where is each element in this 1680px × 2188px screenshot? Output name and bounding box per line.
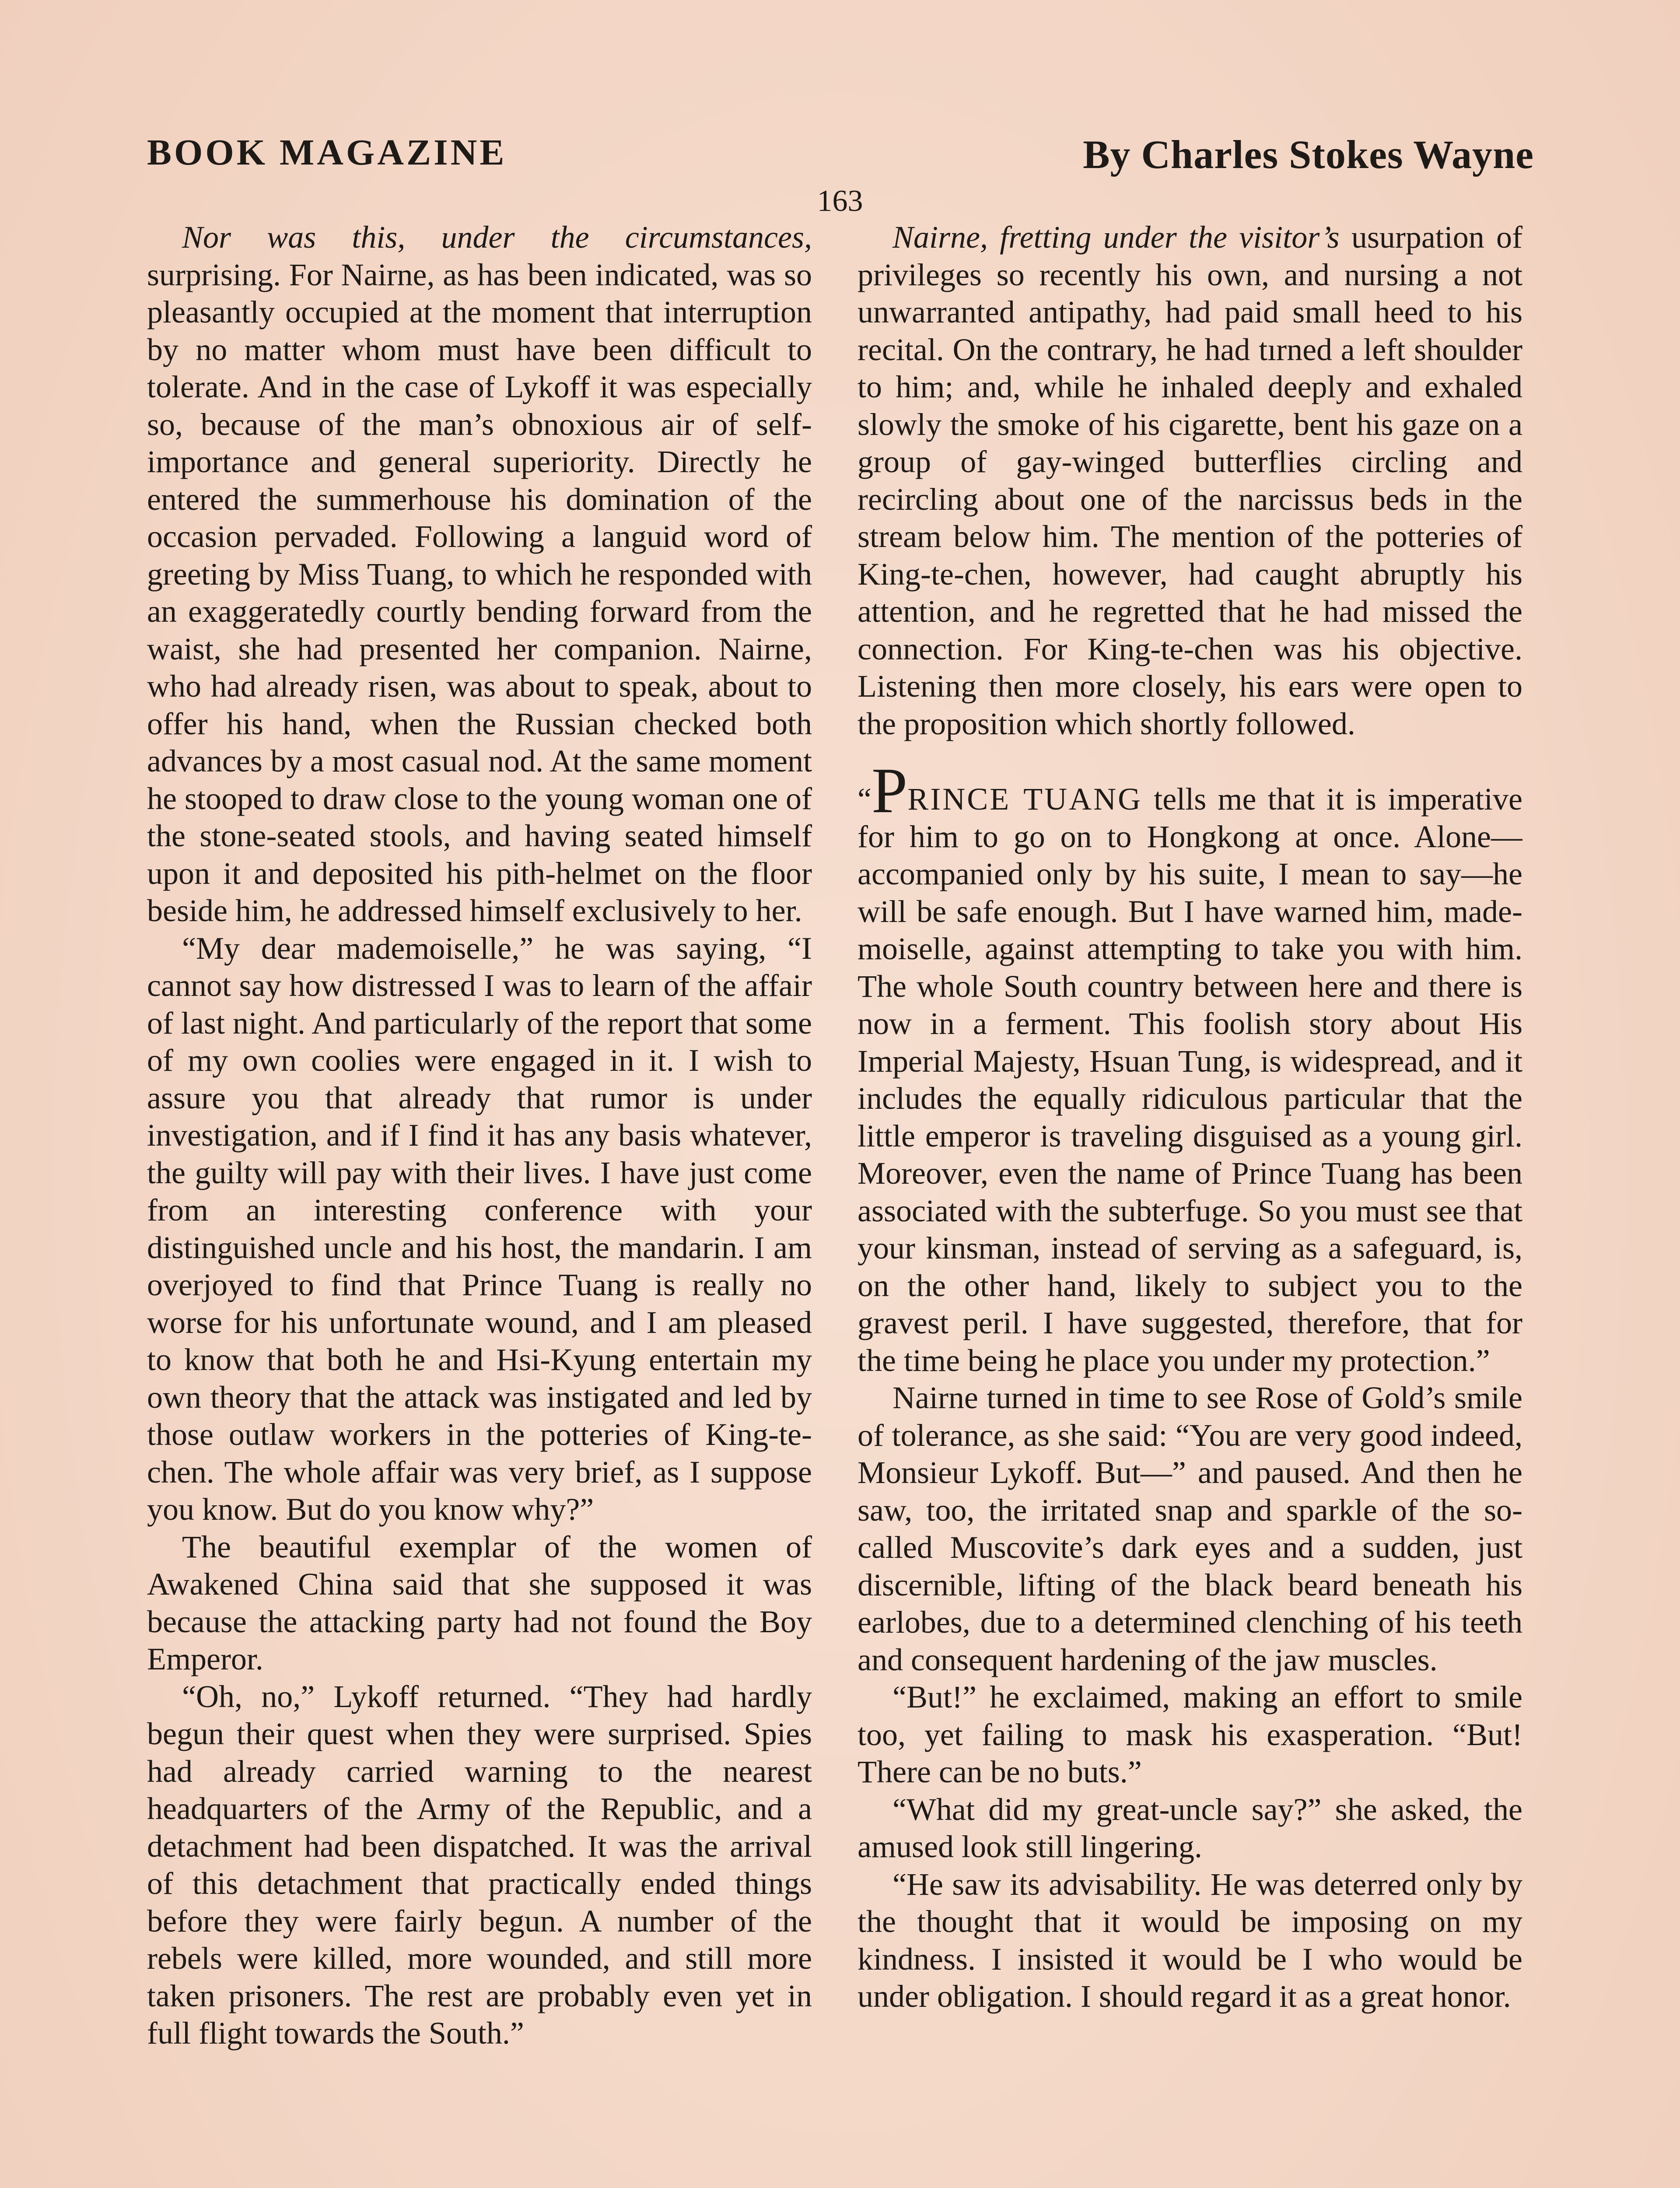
paragraph-text: usurpation of privileges so recently his own, and nursing a not unwarranted antipathy, had paid small heed to his recital. On the contrary, he had tırned a left shoulder to him; and, while he inhaled deeply and exhaled slowly the smoke of his cigarette, bent his gaze on a group of gay-winged butterflies circling and recircling about one of the narcissus beds in the stream below him. The mention of the potteries of King-te-chen, however, had caught abruptly his attention, and he regretted that he had missed the connection. For King-te-chen was his objective. Listening then more closely, his ears were open to the proposition which shortly followed. [858, 220, 1522, 741]
small-caps-lead: RINCE TUANG [907, 782, 1143, 817]
page-number: 163 [817, 184, 863, 218]
paragraph: “My dear mademoiselle,” he was saying, “I cannot say how distressed I was to learn of the affair of last night. And particularly of the report that some of my own coolies were engaged in it. I wish to assure you that already that rumor is under investigation, and if I find it has any basis whatever, the guilty will pay with their lives. I have just come from an interesting conference with your distinguished uncle and his host, the mandarin. I am overjoyed to find that Prince Tuang is really no worse for his unfortunate wound, and I am pleased to know that both he and Hsi-Kyung entertain my own theory that the attack was instigated and led by those outlaw workers in the potteries of King-te-chen. The whole affair was very brief, as I suppose you know. But do you know why?” [147, 930, 812, 1527]
paragraph-text: tells me that it is imperative for him to go on to Hongkong at once. Alone—accompanied only by his suite, I mean to say—he will be safe enough. But I have warned him, mademoiselle, against attempting to take you with him. The whole South country between here and there is now in a ferment. This foolish story about His Imperial Majesty, Hsuan Tung, is widespread, and it includes the equally ridiculous particular that the little emperor is traveling disguised as a young girl. Moreover, even the name of Prince Tuang has been associated with the subterfuge. So you must see that your kinsman, instead of serving as a safeguard, is, on the other hand, likely to subject you to the gravest peril. I have suggested, therefore, that for the time being he place you under my protection.” [858, 782, 1522, 1378]
open-quote: “ [858, 782, 872, 817]
right-column [858, 219, 1522, 2188]
paragraph-text: surprising. For Nairne, as has been indicated, was so pleasantly occupied at the moment that interruption by no matter whom must have been difficult to tolerate. And in the case of Lykoff it was especially so, because of the man’s obnoxious air of self-importance and general superiority. Directly he entered the summerhouse his domination of the occasion pervaded. Following a languid word of greeting by Miss Tuang, to which he responded with an exaggeratedly courtly bending forward from the waist, she had presented her companion. Nairne, who had already risen, was about to speak, about to offer his hand, when the Russian checked both advances by a most casual nod. At the same moment he stooped to draw close to the young woman one of the stone-seated stools, and having seated himself upon it and deposited his pith-helmet on the floor beside him, he addressed himself exclusively to her. [147, 257, 812, 928]
running-header [147, 131, 1534, 184]
drop-cap: P [871, 755, 908, 827]
author-byline: By Charles Stokes Wayne [1083, 132, 1534, 177]
paragraph: “But!” he exclaimed, making an effort to smile too, yet failing to mask his exasperation. “But! There can be no buts.” [858, 1680, 1522, 1789]
paragraph: “He saw its advisability. He was deterred only by the thought that it would be imposing on my kindness. I insisted it would be I who would be under obligation. I should regard it as a great honor. [858, 1866, 1522, 2014]
paragraph: “Oh, no,” Lykoff returned. “They had hardly begun their quest when they were surprised. Spies had already carried warning to the nearest headquarters of the Army of the Republic, and a detachment had been dispatched. It was the arrival of this detachment that practically ended things before they were fairly begun. A number of the rebels were killed, more wounded, and still more taken prisoners. The rest are probably even yet in full flight towards the South.” [147, 1679, 812, 2051]
italic-lead-in: Nairne, fretting under the visitor’s [892, 220, 1340, 255]
magazine-title: BOOK MAGAZINE [147, 132, 507, 173]
left-column [147, 219, 812, 2188]
paragraph: “What did my great-uncle say?” she asked, the amused look still lingering. [858, 1792, 1522, 1864]
italic-lead-in: Nor was this, under the circumstances, [182, 220, 812, 255]
paragraph [147, 219, 812, 930]
paragraph [858, 219, 1522, 743]
paragraph: Nairne turned in time to see Rose of Gold’s smile of tolerance, as she said: “You are very good indeed, Monsieur Lykoff. But—” and paused. And then he saw, too, the irritated snap and sparkle of the so-called Muscovite’s dark eyes and a sudden, just discernible, lifting of the black beard beneath his earlobes, due to a determined clenching of his teeth and consequent hardening of the jaw muscles. [858, 1380, 1522, 1677]
paragraph: The beautiful exemplar of the women of Awakened China said that she supposed it was because the attacking party had not found the Boy Emperor. [147, 1529, 812, 1676]
paragraph [858, 755, 1522, 1379]
